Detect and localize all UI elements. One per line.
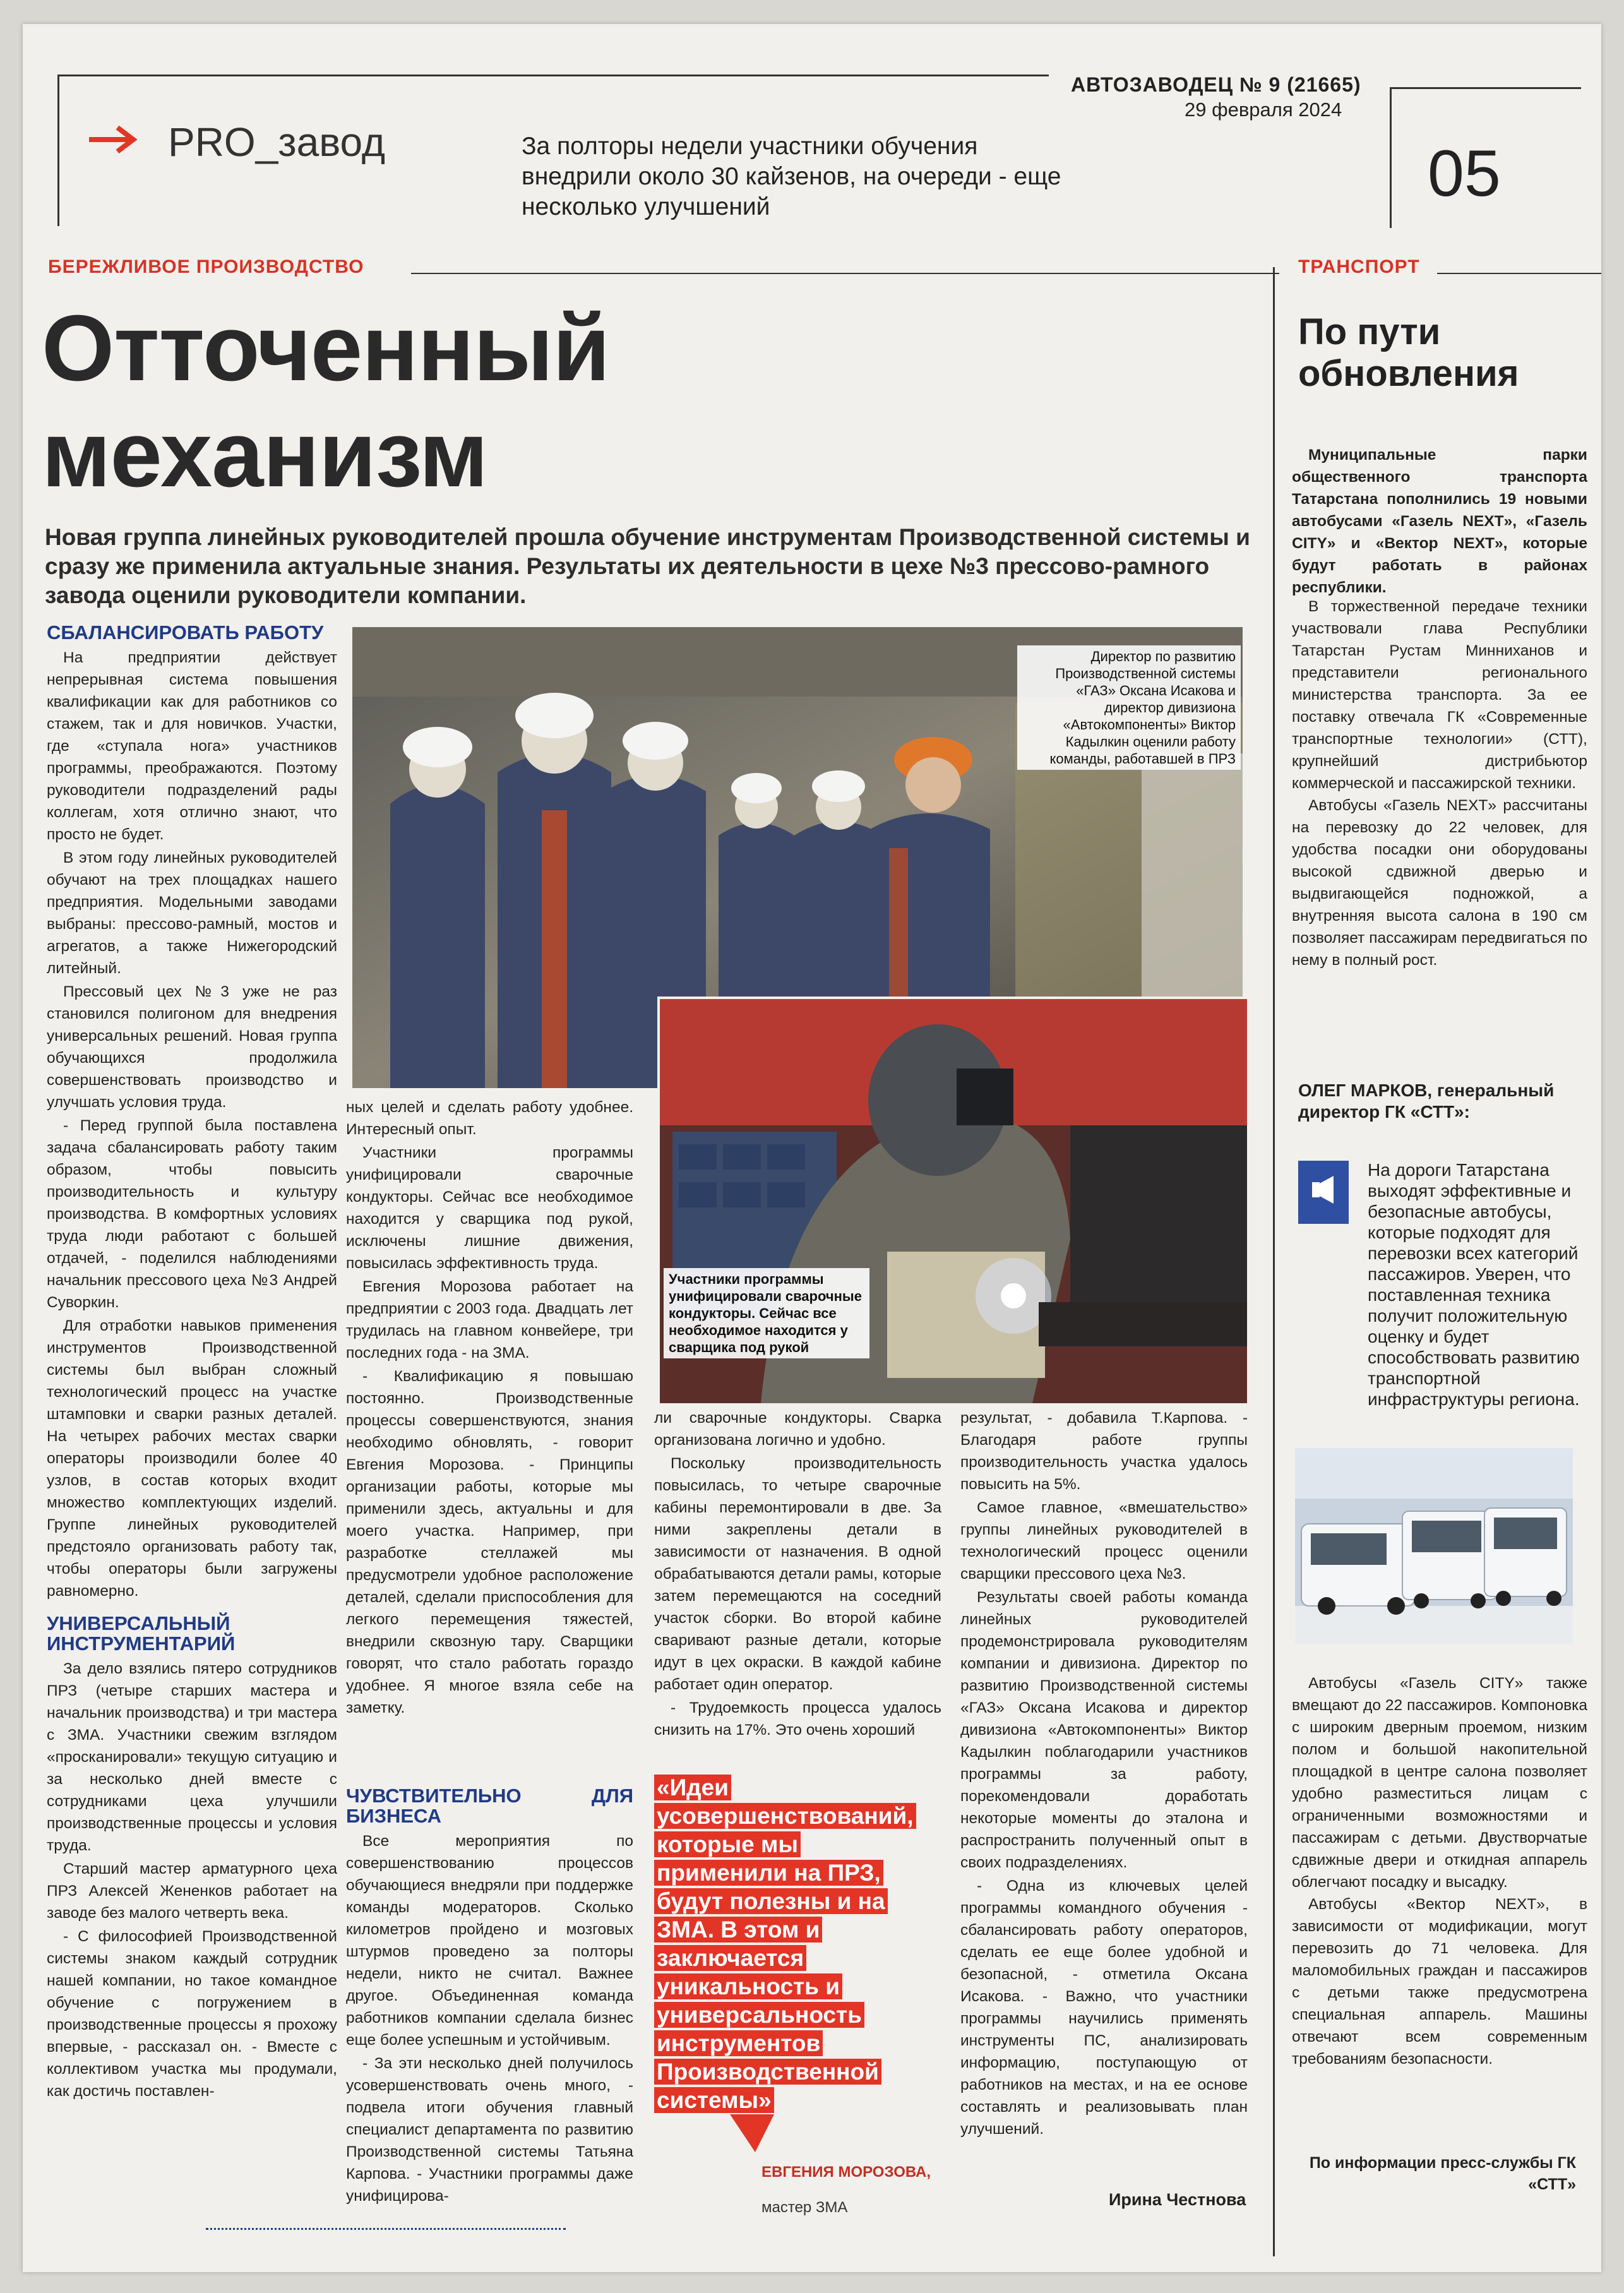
quote-tail-icon — [730, 2114, 774, 2152]
paragraph: В этом году линейных руководителей обучают на трех площадках нашего предприятия. Модельными заводами выбраны: прессово-рамный, мостов и агрегатов, а также Нижегородский литейный. — [47, 849, 337, 977]
subheading: СБАЛАНСИРОВАТЬ РАБОТУ — [47, 621, 324, 644]
paragraph: - Трудоемкость процесса удалось снизить на 17%. Это очень хороший — [654, 1699, 941, 1739]
sidebar-quote: На дороги Татарстана выходят эффективные и безопасные автобусы, которые подходят для перевозки всех категорий пассажиров. Уверен, что поставленная техника получит положительную оценку и будет способствовать развитию транспортной инфраструктуры региона. — [1368, 1160, 1580, 1409]
paragraph: результат, - добавила Т.Карпова. - Благодаря работе группы производительность участка удалось повысить на 5%. — [960, 1410, 1248, 1493]
paragraph: В торжественной передаче техники участвовали глава Республики Татарстан Рустам Минниханов и представители регионального министерства транспорта. За ее поставку отвечала ГК «Современные транспортные технологии» (СТТ), крупнейший дистрибьютор коммерческой и пассажирской техники. — [1292, 598, 1587, 792]
pull-quote-text: «Идеи усовершенствований, которые мы применили на ПРЗ, будут полезны и на ЗМА. В этом и заключается уникальность и универсальность инструментов Производственной системы» — [654, 1773, 932, 2114]
paragraph: ных целей и сделать работу удобнее. Интересный опыт. — [346, 1099, 633, 1138]
paragraph: Поскольку производительность повысилась, то четыре сварочные кабины перемонтировали в две. За ними закреплены детали в зависимости от назначения. В одной обрабатываются детали рамы, которые затем перемещаются на соседний участок сборки. Во второй кабине сваривают разные детали, которые идут в цех окраски. В каждой кабине работает один оператор. — [654, 1455, 941, 1693]
buses-photo-illustration — [1295, 1448, 1573, 1644]
subheading: ЧУВСТВИТЕЛЬНО ДЛЯ БИЗНЕСА — [346, 1785, 633, 1827]
paragraph: Все мероприятия по совершенствованию процессов обучающиеся внедряли при поддержке команды модераторов. Сколько километров пройдено и мозговых штурмов проведено за полторы недели, никто не считал. Важнее другое. Объединенная команда работников компании сделала бизнес еще более успешным и устойчивым. — [346, 1833, 633, 2049]
paragraph: Прессовый цех №3 уже не раз становился полигоном для внедрения универсальных решений. Новая группа обучающихся продолжила совершенствовать производство и улучшать условия труда. — [47, 983, 337, 1111]
sidebar-rubric-rule — [1437, 273, 1601, 274]
paragraph: - За эти несколько дней получилось усовершенствовать очень много, - подвела итоги обучения главный специалист департамента по развитию Производственной системы Татьяна Карпова. - Участники программы даже унифицирова- — [346, 2055, 633, 2205]
sidebar-divider — [1273, 267, 1275, 2256]
paragraph: Автобусы «Газель CITY» также вмещают до 22 пассажиров. Компоновка с широким дверным проемом, низким полом и большой накопительной площадкой в центре салона позволяет удобно разместиться лицам с ограниченными возможностями и пассажирам с детьми. Двустворчатые сдвижные двери и откидная аппарель облегчают посадку и высадку. — [1292, 1675, 1587, 1891]
article-column-2 — [346, 1096, 633, 1720]
sidebar-body-bottom — [1292, 1672, 1587, 2070]
paragraph: - Квалификацию я повышаю постоянно. Производственные процессы совершенствуются, знания необходимо обновлять, - говорит Евгения Морозова. - Принципы организации работы, которые мы применили здесь, актуальны и для моего участка. Например, при разработке стеллажей мы предусмотрели удобное расположение деталей, сделали приспособления для легкого перемещения тяжестей, внедрили сквозную тару. Сварщики говорят, что стало работать гораздо удобнее. Я многое взяла себе на заметку. — [346, 1368, 633, 1716]
dotted-rule — [206, 2228, 566, 2230]
newspaper-issue: АВТОЗАВОДЕЦ № 9 (21665) — [1071, 73, 1361, 96]
paragraph: Для отработки навыков применения инструментов Производственной системы был выбран сложный технологический процесс на участке штамповки и сварки разных деталей. На четырех рабочих местах сварки операторы производили более 40 узлов, в состав которых входит множество комплектующих изделий. Группе линейных руководителей предстояло организовать работу так, чтобы операторы были загружены равномерно. — [47, 1317, 337, 1600]
header-rule-vertical — [57, 75, 59, 226]
rubric-rule — [411, 273, 1279, 274]
paragraph: - С философией Производственной системы знаком каждый сотрудник нашей компании, но такое командное обучение с погружением в производственные процессы я прохожу впервые, - рассказал он. - Вместе с коллективом участка мы продумали, как достичь поставлен- — [47, 1928, 337, 2100]
byline: Ирина Честнова — [1109, 2190, 1246, 2209]
photo-caption: Участники программы унифицировали сварочные кондукторы. Сейчас все необходимое находится у сварщика под рукой — [664, 1268, 869, 1358]
paragraph: Евгения Морозова работает на предприятии с 2003 года. Двадцать лет трудилась на главном конвейере, три последних года - на ЗМА. — [346, 1278, 633, 1362]
article-column-1 — [47, 623, 337, 2104]
paragraph: Автобусы «Газель NEXT» рассчитаны на перевозку до 22 человек, для удобства посадки они оборудованы высокой сдвижной дверью и выдвигающейся подножкой, а внутренняя высота салона в 190 см позволяет пассажирам передвигаться по нему в полный рост. — [1292, 797, 1587, 969]
sidebar-source: По информации пресс-службы ГК «СТТ» — [1309, 2154, 1576, 2193]
paragraph: - Одна из ключевых целей программы командного обучения - сбалансировать работу операторов, сделать ее еще более удобной и безопасной, - отметила Оксана Исакова. - Важно, что участники программы научились применять инструменты ПС, анализировать информацию, поступающую от работников на местах, и на ее основе составлять и реализовывать план улучшений. — [960, 1877, 1248, 2138]
article-column-3 — [654, 1407, 941, 1742]
sidebar-quote-author: ОЛЕГ МАРКОВ, генеральный директор ГК «СТТ»: — [1298, 1081, 1555, 1122]
paragraph: Автобусы «Вектор NEXT», в зависимости от модификации, могут перевозить до 71 человека. Для маломобильных граждан и пассажиров с детьми также предусмотрена специальная аппарель. Машины отвечают всем современным требованиям безопасности. — [1292, 1896, 1587, 2068]
article-rubric: БЕРЕЖЛИВОЕ ПРОИЗВОДСТВО — [48, 256, 364, 277]
sidebar-lead: Муниципальные парки общественного транспорта Татарстана пополнились 19 новыми автобусами «Газель NEXT», «Газель CITY» и «Вектор NEXT», которые будут работать в районах республики. — [1292, 446, 1587, 596]
newspaper-page — [23, 24, 1601, 2272]
article-column-4 — [960, 1407, 1248, 2141]
paragraph: Участники программы унифицировали сварочные кондукторы. Сейчас все необходимое находится у сварщика под рукой, исключены лишние движения, повысилась эффективность труда. — [346, 1144, 633, 1272]
article-lead: Новая группа линейных руководителей прошла обучение инструментам Производственной системы и сразу же применила актуальные знания. Результаты их деятельности в цехе №3 прессово-рамного завода оценили руководители компании. — [45, 524, 1250, 608]
paragraph: Самое главное, «вмешательство» группы линейных руководителей в технологический процесс оценили сварщики прессового цеха №3. — [960, 1499, 1248, 1583]
quote-author-role: мастер ЗМА — [761, 2199, 848, 2216]
header-teaser: За полторы недели участники обучения внедрили около 30 кайзенов, на очереди - еще несколько улучшений — [522, 133, 1061, 220]
section-label: PRO_завод — [168, 119, 386, 165]
sidebar-title: По пути обновления — [1298, 311, 1519, 394]
subheading: УНИВЕРСАЛЬНЫЙ ИНСТРУМЕНТАРИЙ — [47, 1612, 236, 1655]
paragraph: На предприятии действует непрерывная система повышения квалификации как для работников со стажем, так и для новичков. Участки, где «ступала нога» участников программы, преображаются. Поэтому руководители подразделений рады коллегам, хотя отлично знают, что просто не будет. — [47, 649, 337, 843]
quote-author: ЕВГЕНИЯ МОРОЗОВА, — [761, 2164, 931, 2181]
quote-mark-icon — [1298, 1161, 1349, 1224]
paragraph: Результаты своей работы команда линейных руководителей продемонстрировала руководителям компании и дивизиона. Директор по развитию Производственной системы «ГАЗ» Оксана Исакова и директор дивизиона «Автокомпоненты» Виктор Кадылкин поблагодарили участников программы за работу, порекомендовали доработать некоторые моменты до эталона и распространить полученный опыт в своих подразделениях. — [960, 1589, 1248, 1871]
page-number: 05 — [1428, 137, 1501, 210]
sidebar-body-top — [1292, 596, 1587, 971]
article-title: Отточенный механизм — [42, 296, 610, 506]
paragraph: Старший мастер арматурного цеха ПРЗ Алексей Жененков работает на заводе без малого четверть века. — [47, 1860, 337, 1922]
paragraph: За дело взялись пятеро сотрудников ПРЗ (четыре старших мастера и начальник производства) и три мастера с ЗМА. Участники свежим взглядом «просканировали» текущую ситуацию и за несколько дней вместе с сотрудниками цеха улучшили производственные процессы и условия труда. — [47, 1660, 337, 1854]
paragraph: ли сварочные кондукторы. Сварка организована логично и удобно. — [654, 1410, 941, 1449]
sidebar-rubric: ТРАНСПОРТ — [1298, 256, 1420, 277]
photo-caption: Директор по развитию Производственной системы «ГАЗ» Оксана Исакова и директор дивизиона «Автокомпоненты» Виктор Кадылкин оценили работу команды, работавшей в ПРЗ — [1017, 645, 1241, 770]
photo-buses — [1295, 1448, 1573, 1644]
header-rule — [57, 75, 1049, 76]
issue-date: 29 февраля 2024 — [1185, 99, 1342, 121]
article-column-2-bottom — [346, 1786, 633, 2208]
paragraph: - Перед группой была поставлена задача сбалансировать работу таким образом, чтобы повысить производительность и культуру производства. В комфортных условиях труда люди работают с большей отдачей, - поделился наблюдениями начальник прессового цеха №3 Андрей Суворкин. — [47, 1117, 337, 1311]
pull-quote — [654, 1773, 932, 2152]
arrow-right-icon — [86, 124, 143, 155]
